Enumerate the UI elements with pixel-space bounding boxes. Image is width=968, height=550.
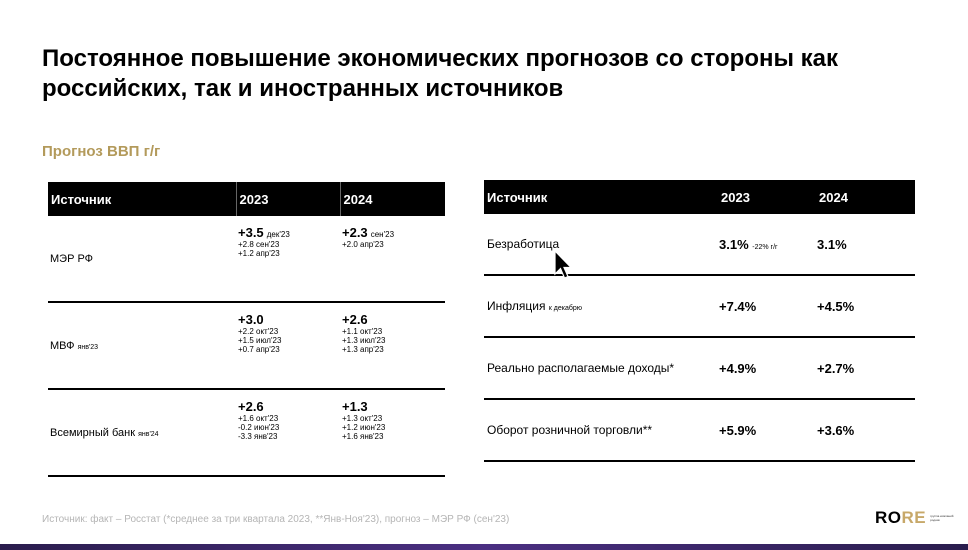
previous-forecast: +1.3 апр'23 bbox=[342, 345, 384, 354]
forecast-main bbox=[238, 226, 339, 240]
table-row bbox=[48, 389, 445, 476]
forecast-main bbox=[342, 313, 444, 327]
indicator-name: Реально располагаемые доходы* bbox=[487, 361, 675, 375]
forecast-main bbox=[238, 313, 339, 327]
indicator-note: к декабрю bbox=[548, 305, 583, 312]
source-cell bbox=[48, 302, 236, 389]
forecast-value: +3.0 bbox=[238, 312, 264, 327]
source-name: МВФ bbox=[50, 339, 75, 352]
table-row bbox=[484, 214, 915, 275]
header-source: Источник bbox=[48, 182, 236, 216]
forecast-value: +2.3 bbox=[342, 225, 368, 240]
macro-indicators-table bbox=[484, 180, 915, 462]
value-2023-note: -22% г/г bbox=[752, 243, 778, 251]
value-cell-2024 bbox=[816, 399, 915, 461]
forecast-cell-y2023 bbox=[236, 302, 340, 389]
previous-forecast: +1.3 июл'23 bbox=[342, 336, 386, 345]
value-cell-2023 bbox=[718, 275, 816, 337]
forecast-date: дек'23 bbox=[266, 230, 290, 239]
header-2023: 2023 bbox=[718, 180, 816, 214]
indicator-cell bbox=[484, 275, 718, 337]
forecast-cell-y2024 bbox=[340, 389, 445, 476]
source-name: Всемирный банк bbox=[50, 426, 136, 439]
indicator-name: Оборот розничной торговли** bbox=[487, 423, 653, 437]
value-2024: +2.7% bbox=[817, 360, 855, 376]
indicator-name: Безработица bbox=[487, 237, 560, 251]
indicator-cell bbox=[484, 337, 718, 399]
forecast-value: +2.6 bbox=[342, 312, 368, 327]
header-2024: 2024 bbox=[340, 182, 445, 216]
value-2024: +4.5% bbox=[817, 298, 855, 314]
value-2023: +5.9% bbox=[719, 422, 757, 438]
company-logo bbox=[875, 508, 956, 528]
logo-text-part2: RE bbox=[901, 508, 927, 527]
previous-forecast: -3.3 янв'23 bbox=[238, 432, 278, 441]
previous-forecast: -0.2 июн'23 bbox=[238, 423, 280, 432]
previous-forecast: +1.6 окт'23 bbox=[238, 414, 279, 423]
value-2023: +7.4% bbox=[719, 298, 757, 314]
previous-forecast: +1.3 окт'23 bbox=[342, 414, 383, 423]
source-footnote: Источник: факт – Росстат (*среднее за три квартала 2023, **Янв-Ноя'23), прогноз – МЭР РФ (сен'23) bbox=[42, 514, 510, 525]
previous-forecast: +0.7 апр'23 bbox=[238, 345, 280, 354]
table-row bbox=[484, 399, 915, 461]
section-subtitle: Прогноз ВВП г/г bbox=[42, 143, 161, 160]
value-cell-2024 bbox=[816, 337, 915, 399]
previous-forecast: +1.1 окт'23 bbox=[342, 327, 383, 336]
previous-forecast: +1.2 апр'23 bbox=[238, 249, 280, 258]
value-2024: +3.6% bbox=[817, 422, 855, 438]
forecast-main bbox=[342, 226, 444, 240]
previous-forecast: +1.2 июн'23 bbox=[342, 423, 386, 432]
header-2024: 2024 bbox=[816, 180, 915, 214]
header-2023: 2023 bbox=[236, 182, 340, 216]
page-title: Постоянное повышение экономических прогнозов со стороны как российских, так и иностранных источников bbox=[42, 45, 839, 102]
forecast-cell-y2023 bbox=[236, 389, 340, 476]
forecast-main bbox=[238, 400, 339, 414]
value-cell-2023 bbox=[718, 399, 816, 461]
value-2024: 3.1% bbox=[817, 236, 847, 252]
value-cell-2023 bbox=[718, 214, 816, 275]
previous-forecast: +1.6 янв'23 bbox=[342, 432, 384, 441]
logo-text-part1: RO bbox=[875, 508, 902, 527]
value-cell-2024 bbox=[816, 275, 915, 337]
table-row bbox=[484, 337, 915, 399]
forecast-cell-y2023 bbox=[236, 216, 340, 302]
source-cell bbox=[48, 389, 236, 476]
value-2023: +4.9% bbox=[719, 360, 757, 376]
indicator-cell bbox=[484, 214, 718, 275]
logo-tagline: группа компаний родник bbox=[930, 514, 954, 522]
source-name: МЭР РФ bbox=[50, 252, 94, 265]
previous-forecast: +1.5 июл'23 bbox=[238, 336, 282, 345]
previous-forecast: +2.0 апр'23 bbox=[342, 240, 384, 249]
forecast-cell-y2024 bbox=[340, 302, 445, 389]
table-row bbox=[484, 275, 915, 337]
indicator-cell bbox=[484, 399, 718, 461]
header-source: Источник bbox=[484, 180, 718, 214]
indicator-name: Инфляция bbox=[487, 299, 546, 313]
previous-forecast: +2.8 сен'23 bbox=[238, 240, 280, 249]
forecast-main bbox=[342, 400, 444, 414]
previous-forecast: +2.2 окт'23 bbox=[238, 327, 279, 336]
table-row bbox=[48, 216, 445, 302]
source-cell bbox=[48, 216, 236, 302]
forecast-date: сен'23 bbox=[370, 230, 395, 239]
source-date: янв'23 bbox=[77, 343, 99, 351]
value-2023: 3.1% bbox=[719, 236, 749, 252]
forecast-value: +2.6 bbox=[238, 399, 264, 414]
forecast-cell-y2024 bbox=[340, 216, 445, 302]
forecast-value: +1.3 bbox=[342, 399, 368, 414]
bottom-accent-bar bbox=[0, 544, 968, 550]
forecast-value: +3.5 bbox=[238, 225, 264, 240]
table-row bbox=[48, 302, 445, 389]
value-cell-2023 bbox=[718, 337, 816, 399]
value-cell-2024 bbox=[816, 214, 915, 275]
gdp-forecast-table bbox=[48, 182, 445, 477]
mouse-pointer-icon bbox=[553, 250, 573, 280]
source-date: янв'24 bbox=[138, 430, 159, 438]
